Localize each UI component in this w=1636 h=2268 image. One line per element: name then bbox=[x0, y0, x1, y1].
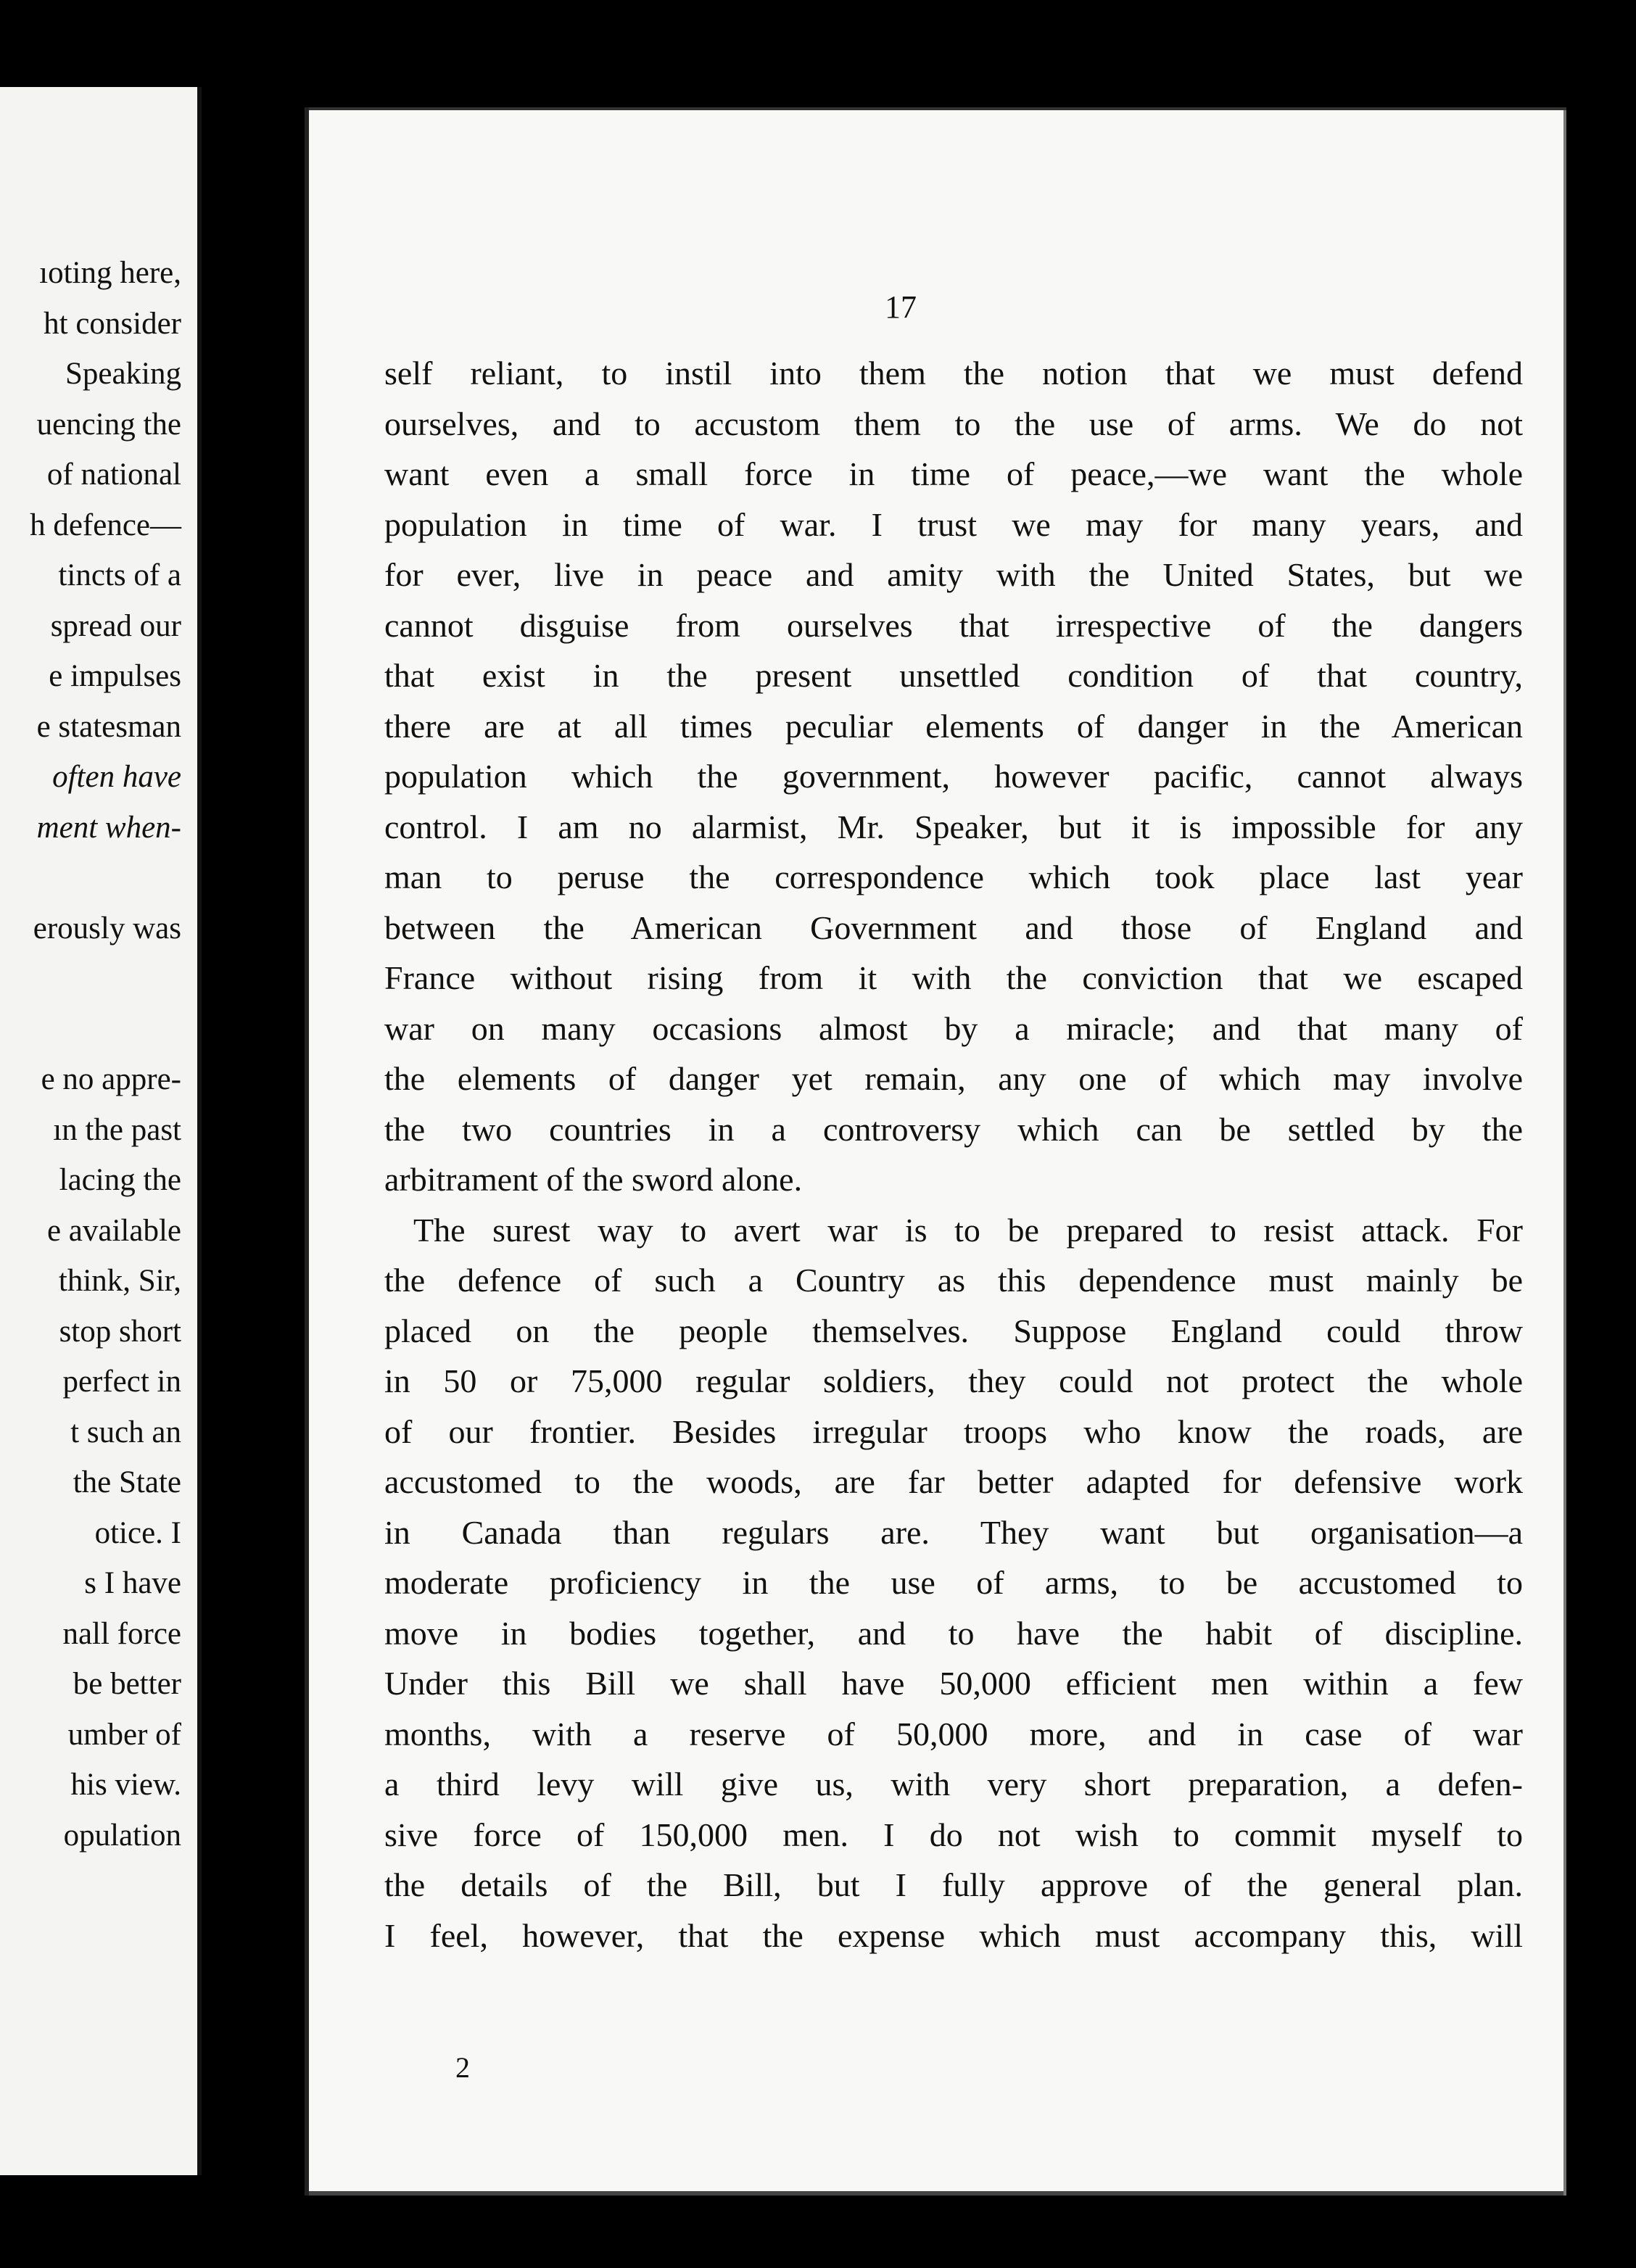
left-page-line: the State bbox=[73, 1465, 181, 1499]
body-text-line: the details of the Bill, but I fully approve of the general plan. bbox=[384, 1866, 1523, 1903]
left-page-line: h defence— bbox=[30, 508, 181, 542]
body-text-line: the elements of danger yet remain, any one of which may involve bbox=[384, 1060, 1523, 1097]
left-page-line: spread our bbox=[50, 608, 181, 643]
body-text-line: placed on the people themselves. Suppose England could throw bbox=[384, 1312, 1523, 1349]
left-page-line: think, Sir, bbox=[58, 1264, 181, 1298]
left-page-line: stop short bbox=[59, 1314, 181, 1349]
body-text-line: Under this Bill we shall have 50,000 efficient men within a few bbox=[384, 1665, 1523, 1702]
body-text-line: want even a small force in time of peace,—we want the whole bbox=[384, 455, 1523, 492]
body-text-line: population in time of war. I trust we may for many years, and bbox=[384, 505, 1523, 543]
body-text-line: control. I am no alarmist, Mr. Speaker, but it is impossible for any bbox=[384, 808, 1523, 845]
left-page-line: e statesman bbox=[36, 709, 181, 744]
left-page-line: of national bbox=[46, 458, 181, 492]
body-text-line: war on many occasions almost by a miracle; and that many of bbox=[384, 1009, 1523, 1047]
body-text-line: months, with a reserve of 50,000 more, and in case of war bbox=[384, 1715, 1523, 1752]
left-page-line: nall force bbox=[62, 1616, 181, 1651]
body-text-line: the defence of such a Country as this dependence must mainly be bbox=[384, 1262, 1523, 1299]
body-text-line: moderate proficiency in the use of arms, to be accustomed to bbox=[384, 1564, 1523, 1601]
body-text-line: ourselves, and to accustom them to the use of arms. We do not bbox=[384, 405, 1523, 442]
body-text-line: accustomed to the woods, are far better adapted for defensive work bbox=[384, 1463, 1523, 1500]
body-text-line: I feel, however, that the expense which must accompany this, will bbox=[384, 1916, 1523, 1954]
left-page-line: t such an bbox=[70, 1415, 181, 1449]
right-page bbox=[305, 107, 1566, 2195]
left-page-line: his view. bbox=[70, 1768, 181, 1802]
body-text-line: that exist in the present unsettled condition of that country, bbox=[384, 657, 1523, 694]
body-text-line: man to peruse the correspondence which took place last year bbox=[384, 858, 1523, 895]
left-page-line: ment when- bbox=[36, 810, 181, 845]
left-page-line: be better bbox=[73, 1667, 181, 1701]
body-text-line: there are at all times peculiar elements of danger in the American bbox=[384, 707, 1523, 745]
left-page-line: umber of bbox=[67, 1717, 181, 1752]
left-page-line: otice. I bbox=[94, 1515, 181, 1550]
body-text-line: France without rising from it with the conviction that we escaped bbox=[384, 959, 1523, 996]
body-text-line: self reliant, to instil into them the notion that we must defend bbox=[384, 355, 1523, 392]
body-text-line: cannot disguise from ourselves that irrespective of the dangers bbox=[384, 606, 1523, 644]
left-page-line: erously was bbox=[33, 911, 181, 945]
body-text-line: of our frontier. Besides irregular troops who know the roads, are bbox=[384, 1412, 1523, 1450]
body-text-line: arbitrament of the sword alone. bbox=[384, 1161, 803, 1198]
left-page-line: perfect in bbox=[62, 1365, 181, 1399]
left-page-line: ıoting here, bbox=[39, 256, 181, 290]
left-page-line: ht consider bbox=[44, 306, 181, 341]
left-page-line: Speaking bbox=[65, 357, 181, 391]
body-text-line: The surest way to avert war is to be prepared to resist attack. For bbox=[413, 1211, 1523, 1249]
body-text-line: between the American Government and those of England and bbox=[384, 909, 1523, 946]
body-text-line: sive force of 150,000 men. I do not wish to commit myself to bbox=[384, 1816, 1523, 1853]
body-text-line: in Canada than regulars are. They want but organisation—a bbox=[384, 1513, 1523, 1551]
left-page-line: ın the past bbox=[53, 1112, 181, 1147]
body-text-line: population which the government, however pacific, cannot always bbox=[384, 758, 1523, 795]
left-page-line: often have bbox=[52, 760, 181, 794]
body-text-line: in 50 or 75,000 regular soldiers, they could not protect the whole bbox=[384, 1362, 1523, 1399]
body-text-line: a third levy will give us, with very short preparation, a defen- bbox=[384, 1766, 1523, 1803]
left-page-line: e impulses bbox=[49, 659, 181, 693]
left-page-line: e available bbox=[46, 1213, 181, 1248]
body-text-line: the two countries in a controversy which can be settled by the bbox=[384, 1110, 1523, 1148]
page-number: 17 bbox=[885, 289, 917, 325]
signature-mark: 2 bbox=[455, 2051, 470, 2084]
left-page-fragment bbox=[0, 87, 202, 2175]
left-page-line: tincts of a bbox=[58, 558, 181, 592]
left-page-line: uencing the bbox=[36, 407, 181, 442]
left-page-line: s I have bbox=[84, 1566, 181, 1600]
body-text-line: move in bodies together, and to have the habit of discipline. bbox=[384, 1614, 1523, 1652]
left-page-line: e no appre- bbox=[41, 1062, 181, 1096]
left-page-line: opulation bbox=[63, 1818, 181, 1853]
body-text-line: for ever, live in peace and amity with the United States, but we bbox=[384, 556, 1523, 593]
left-page-line: lacing the bbox=[59, 1163, 181, 1197]
